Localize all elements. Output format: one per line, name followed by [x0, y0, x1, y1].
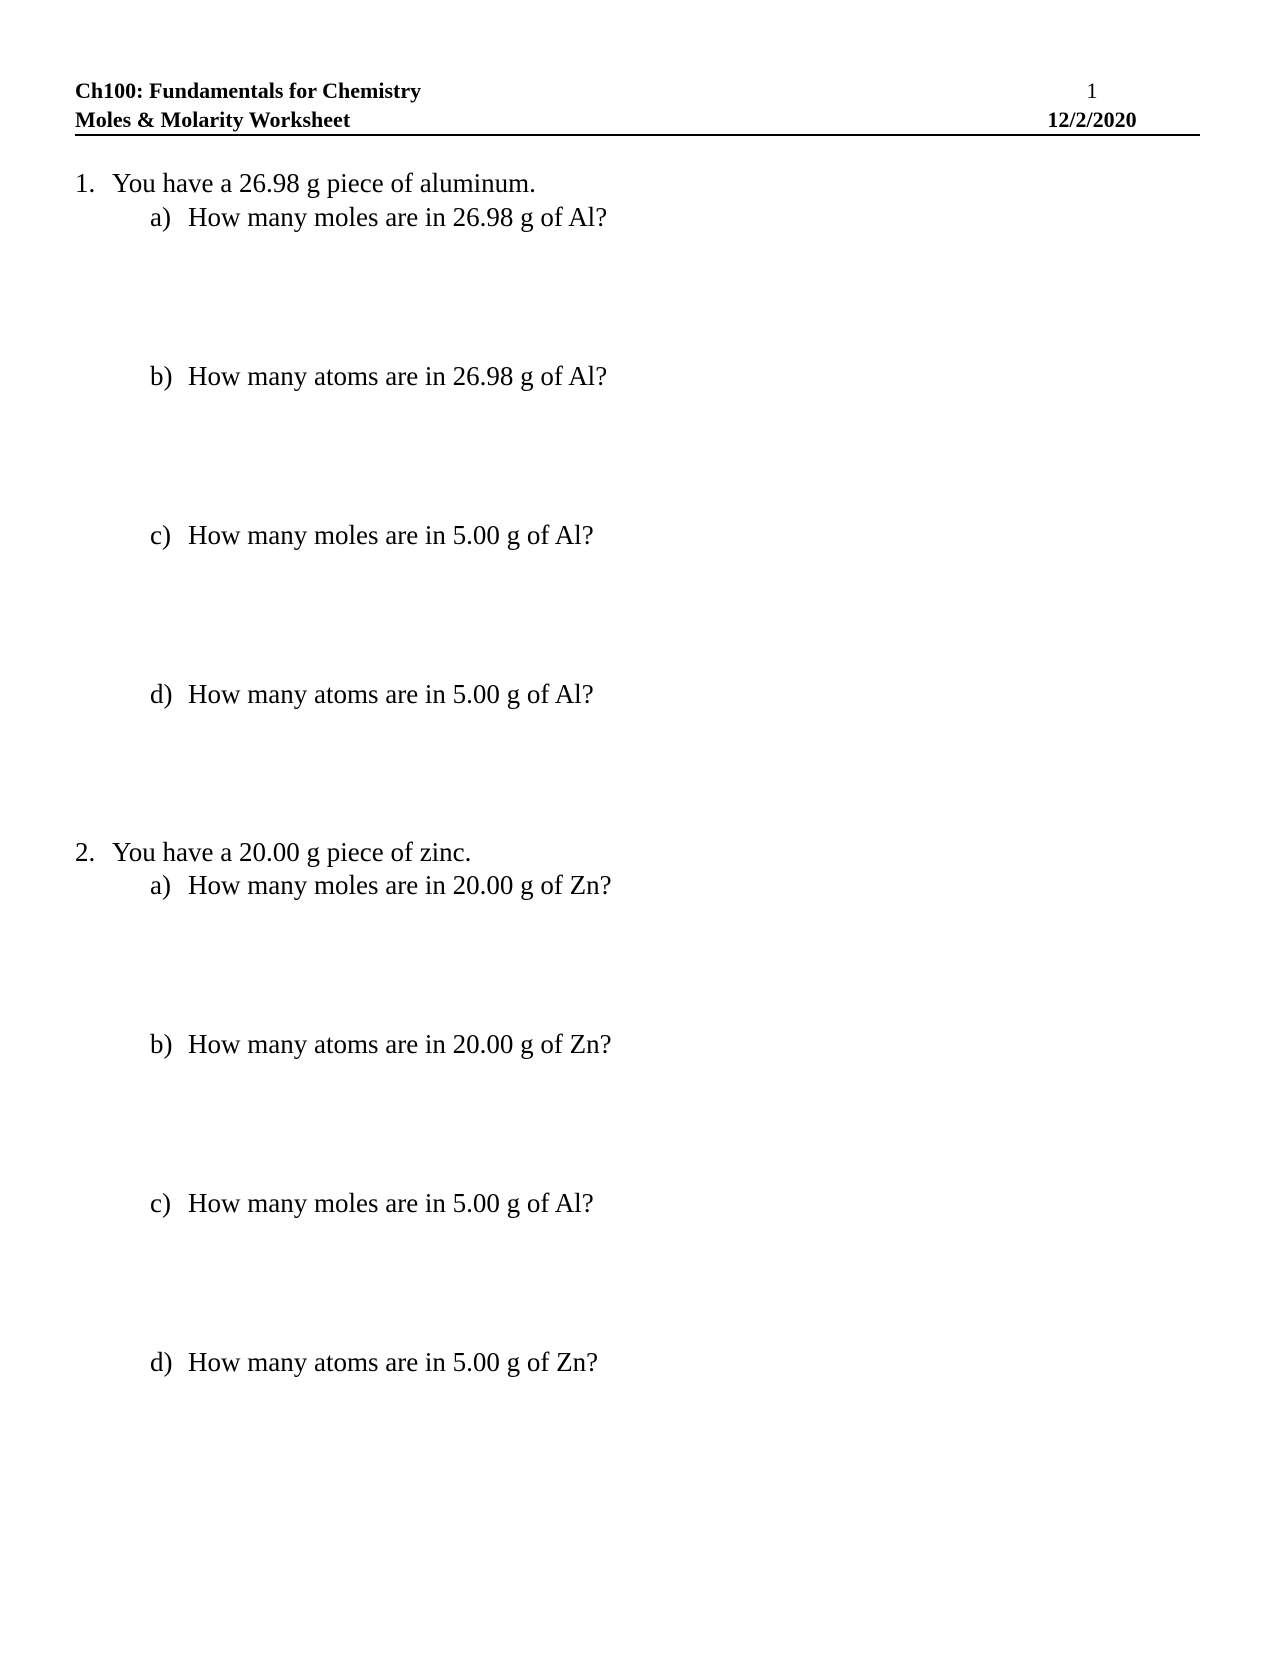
question-2-part-c [150, 1186, 594, 1220]
question-2-part-d [150, 1345, 598, 1379]
part-text: How many atoms are in 5.00 g of Zn? [188, 1347, 599, 1377]
part-letter: a) [150, 870, 171, 900]
part-text: How many moles are in 5.00 g of Al? [188, 1188, 594, 1218]
part-letter: d) [150, 679, 173, 709]
question-number: 2. [75, 837, 96, 867]
course-title: Ch100: Fundamentals for Chemistry [75, 78, 422, 103]
question-number: 1. [75, 168, 96, 198]
page-header [75, 76, 1200, 136]
question-text: You have a 26.98 g piece of aluminum. [112, 168, 536, 198]
question-1-part-c [150, 518, 594, 552]
question-1-part-a [150, 200, 607, 234]
part-text: How many moles are in 26.98 g of Al? [188, 202, 608, 232]
question-text: You have a 20.00 g piece of zinc. [112, 837, 472, 867]
question-2-part-b [150, 1027, 612, 1061]
part-letter: b) [150, 361, 173, 391]
part-letter: c) [150, 520, 171, 550]
part-text: How many atoms are in 5.00 g of Al? [188, 679, 594, 709]
question-1-part-b [150, 359, 607, 393]
part-text: How many moles are in 20.00 g of Zn? [188, 870, 612, 900]
header-meta-block [1032, 76, 1152, 134]
page-number: 1 [1086, 78, 1098, 103]
part-text: How many atoms are in 26.98 g of Al? [188, 361, 608, 391]
part-text: How many atoms are in 20.00 g of Zn? [188, 1029, 612, 1059]
question-2-part-a [150, 868, 612, 902]
worksheet-title: Moles & Molarity Worksheet [75, 107, 351, 132]
header-title-block [75, 76, 421, 134]
worksheet-date: 12/2/2020 [1047, 107, 1137, 132]
part-letter: b) [150, 1029, 173, 1059]
question-1 [75, 166, 536, 200]
part-letter: d) [150, 1347, 173, 1377]
part-text: How many moles are in 5.00 g of Al? [188, 520, 594, 550]
part-letter: c) [150, 1188, 171, 1218]
part-letter: a) [150, 202, 171, 232]
question-2 [75, 835, 471, 869]
question-1-part-d [150, 677, 594, 711]
